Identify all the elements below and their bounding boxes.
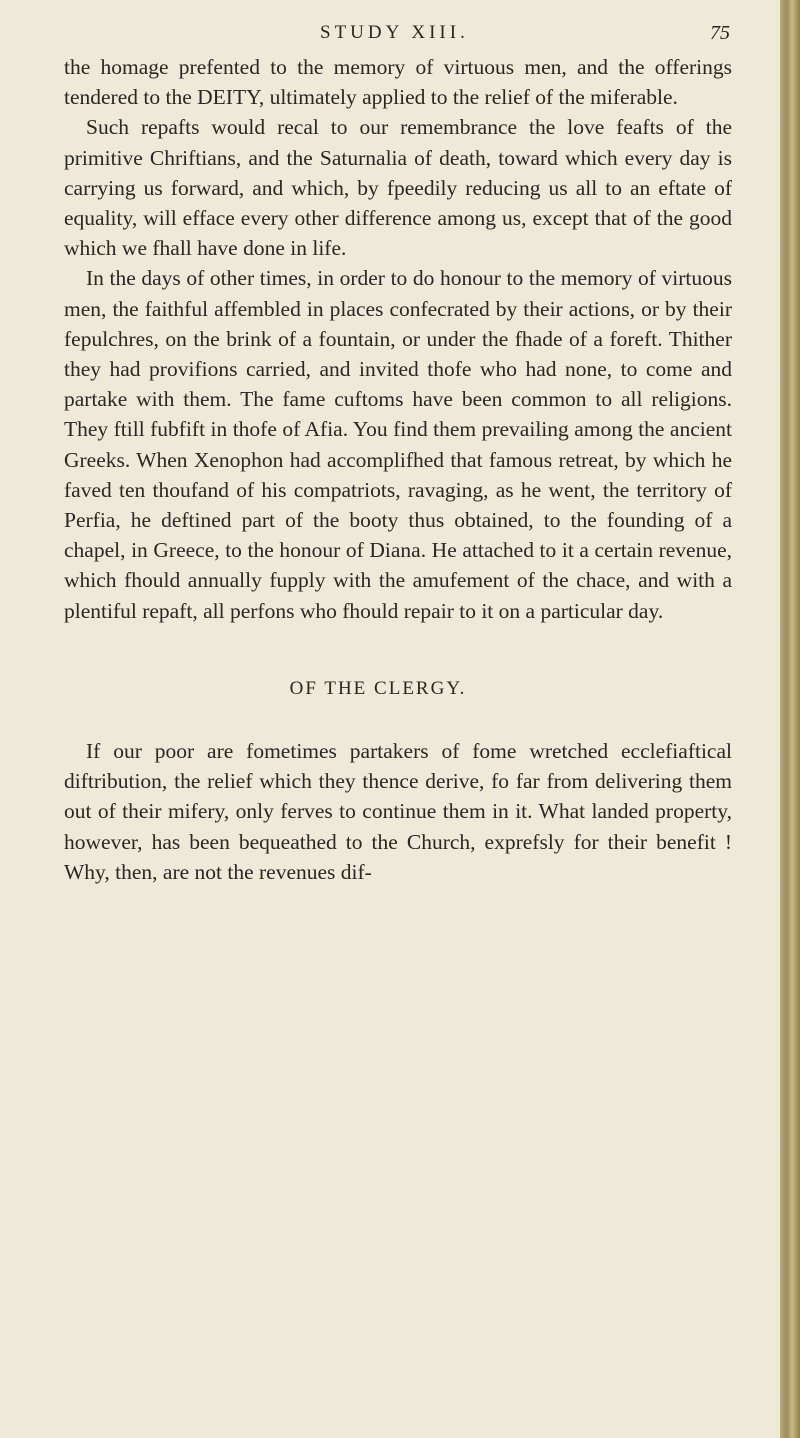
page-number: 75 <box>710 22 730 44</box>
page-edge <box>780 0 800 1438</box>
paragraph-clergy: If our poor are fometimes partakers of fome wretched ecclefiaftical diftribution, the relief which they thence derive, fo far from delivering them out of their mifery, only ferves to continue them in it. What landed property, however, has been bequeathed to the Church, exprefsly for their benefit ! Why, then, are not the revenues dif- <box>64 739 732 884</box>
body-text <box>64 52 732 887</box>
paragraph-other-times: In the days of other times, in order to do honour to the memory of virtuous men, the faithful affembled in places confecrated by their actions, or by their fepulchres, on the brink of a fountain, or under the fhade of a foreft. Thither they had provifions carried, and invited thofe who had none, to come and partake with them. The fame cuftoms have been common to all religions. They ftill fubfift in thofe of Afia. You find them prevailing among the ancient Greeks. When Xenophon had accomplifhed that famous retreat, by which he faved ten thoufand of his compatriots, ravaging, as he went, the territory of Perfia, he deftined part of the booty thus obtained, to the founding of a chapel, in Greece, to the honour of Diana. He attached to it a certain revenue, which fhould annually fupply with the amufement of the chace, and with a plentiful repaft, all perfons who fhould repair to it on a particular day. <box>64 266 732 623</box>
paragraph-continuation: the homage prefented to the memory of virtuous men, and the offerings tendered to the DEITY, ultimately applied to the relief of the miferable. <box>64 55 732 110</box>
running-head <box>0 18 780 48</box>
section-heading: OF THE CLERGY. <box>289 677 467 699</box>
running-title: STUDY XIII. <box>320 22 469 43</box>
paragraph-love-feasts: Such repafts would recal to our remembrance the love feafts of the primitive Chriftians, and the Saturnalia of death, toward which every day is carrying us forward, and which, by fpeedily reducing us all to an eftate of equality, will efface every other difference among us, except that of the good which we fhall have done in life. <box>64 115 732 261</box>
